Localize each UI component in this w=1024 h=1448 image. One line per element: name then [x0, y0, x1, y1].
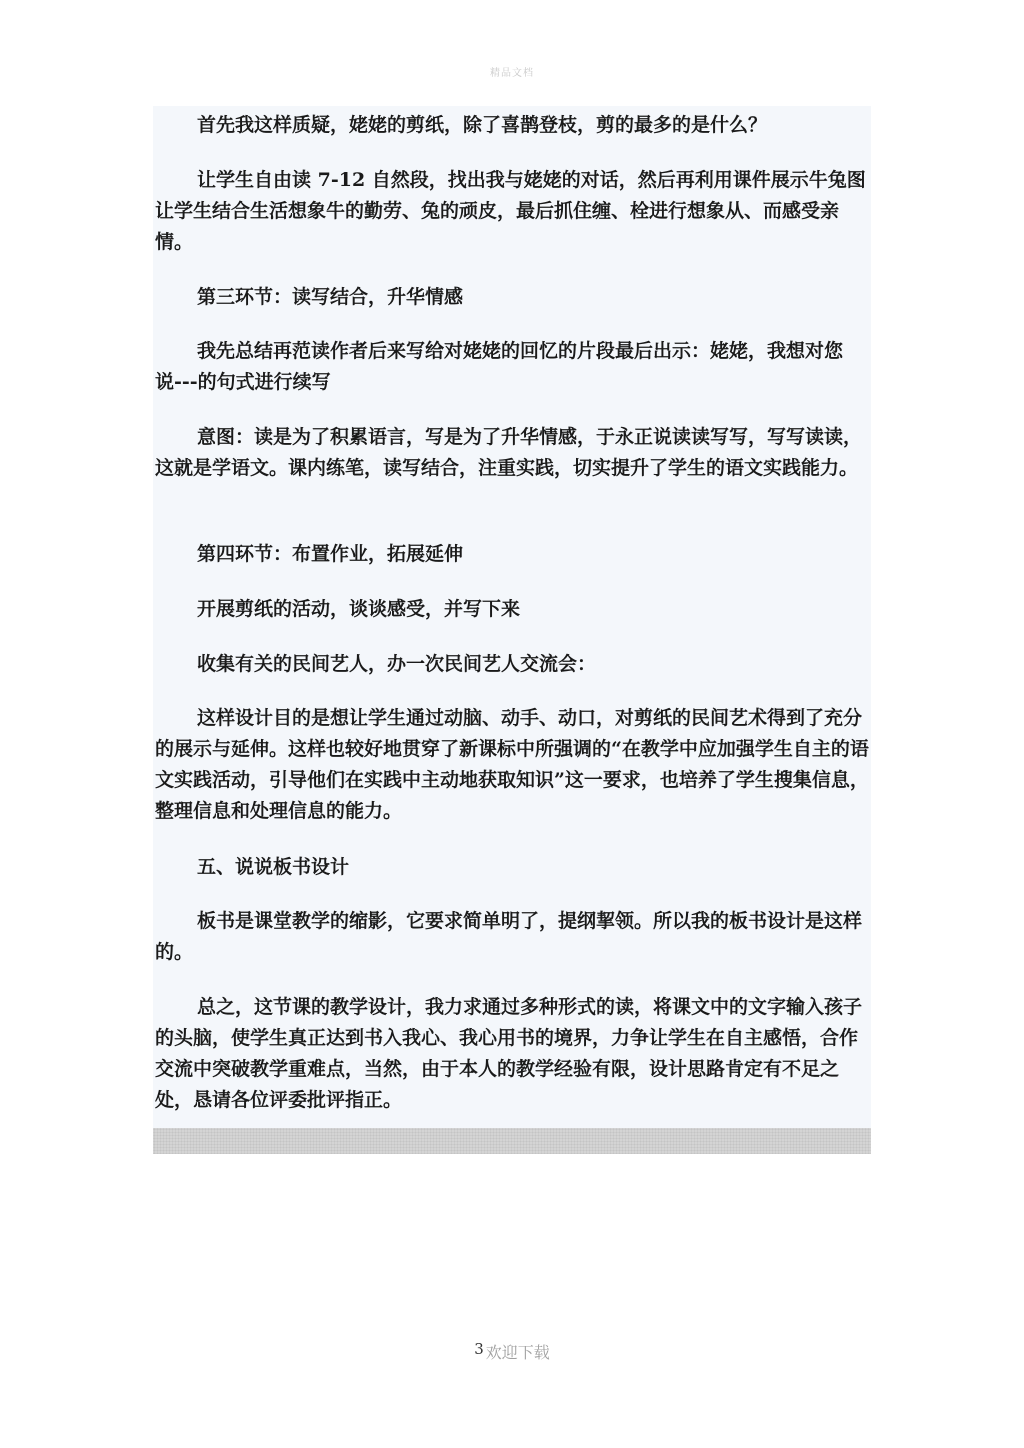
- section-heading-fourth-step: 第四环节：布置作业，拓展延伸: [197, 543, 464, 565]
- footer-text: 欢迎下载: [485, 1343, 550, 1362]
- paragraph-board-design: 板书是课堂教学的缩影，它要求简单明了，提纲挈领。所以我的板书设计是这样的。: [155, 910, 863, 963]
- paragraph-design-purpose: 这样设计目的是想让学生通过动脑、动手、动口，对剪纸的民间艺术得到了充分的展示与延伸。这样也较好地贯穿了新课标中所强调的“在教学中应加强学生自主的语文实践活动，引导他们在实践中主动地获取知识”这一要求，也培养了学生搜集信息，整理信息和处理信息的能力。: [155, 707, 869, 822]
- page-footer: [0, 1340, 1024, 1363]
- paragraph-summary-reading: 我先总结再范读作者后来写给对姥姥的回忆的片段最后出示：姥姥，我想对您说---的句式进行续写: [155, 340, 844, 393]
- paragraph-homework-1: 开展剪纸的活动，谈谈感受，并写下来: [197, 598, 521, 620]
- paragraph-reading-activity: 让学生自由读 7-12 自然段，找出我与姥姥的对话，然后再利用课件展示牛兔图让学生结合生活想象牛的勤劳、兔的顽皮，最后抓住缠、栓进行想象从、而感受亲情。: [155, 169, 866, 253]
- header-watermark: 精品文档: [490, 68, 534, 79]
- paragraph-question: 首先我这样质疑，姥姥的剪纸，除了喜鹊登枝，剪的最多的是什么？: [197, 114, 768, 136]
- paragraph-intention: 意图：读是为了积累语言，写是为了升华情感，于永正说读读写写，写写读读，这就是学语文。课内练笔，读写结合，注重实践，切实提升了学生的语文实践能力。: [155, 426, 863, 479]
- paragraph-conclusion: 总之，这节课的教学设计，我力求通过多种形式的读，将课文中的文字输入孩子的头脑，使学生真正达到书入我心、我心用书的境界，力争让学生在自主感悟，合作交流中突破教学重难点，当然，由于本人的教学经验有限，设计思路肯定有不足之处，恳请各位评委批评指正。: [155, 996, 863, 1111]
- paragraph-homework-2: 收集有关的民间艺人，办一次民间艺人交流会：: [197, 653, 597, 675]
- section-heading-board-design: 五、说说板书设计: [197, 856, 350, 878]
- content-bottom-bar: [153, 1128, 871, 1154]
- section-heading-third-step: 第三环节：读写结合，升华情感: [197, 286, 464, 308]
- page-number: 3: [474, 1340, 484, 1358]
